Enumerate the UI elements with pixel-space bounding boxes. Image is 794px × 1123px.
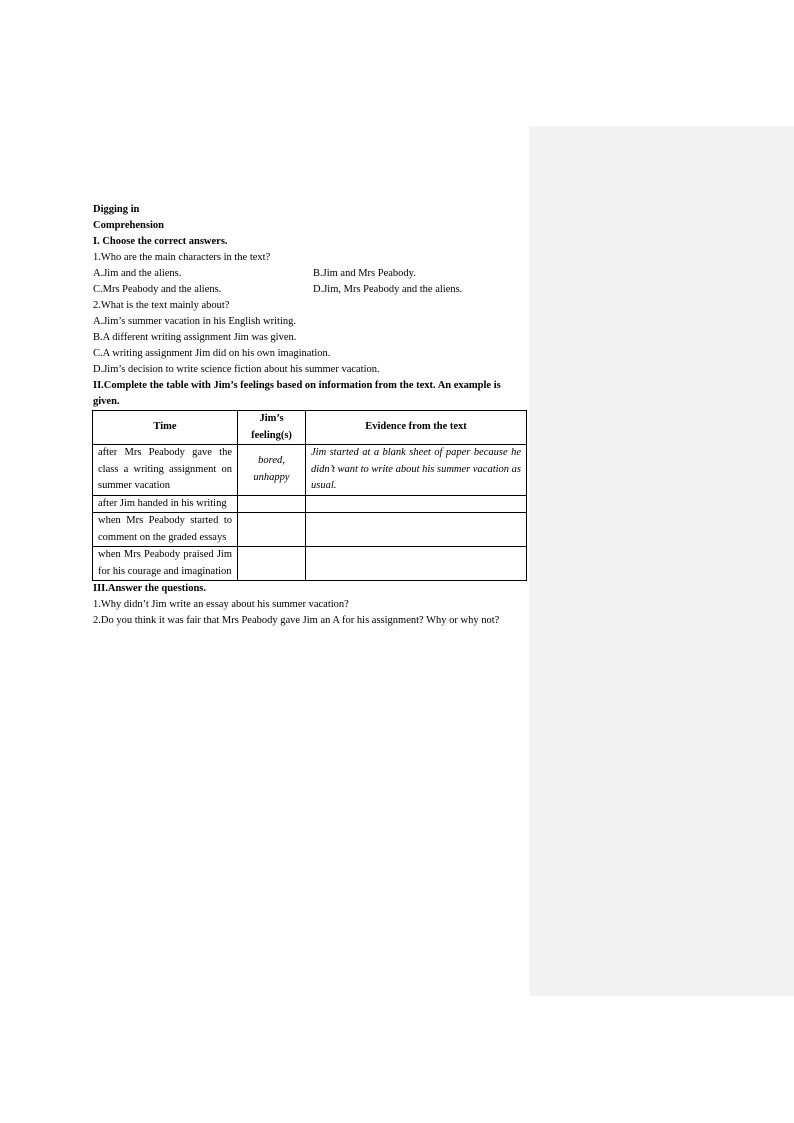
header-feelings: Jim’s feeling(s)	[238, 411, 306, 445]
q1-option-b: B.Jim and Mrs Peabody.	[313, 268, 416, 279]
table-row	[93, 513, 527, 547]
heading-digging-in: Digging in	[93, 204, 140, 215]
table-row	[93, 445, 527, 496]
section1-title: I. Choose the correct answers.	[93, 236, 228, 247]
q1-options-row2	[93, 282, 528, 298]
q1-option-c: C.Mrs Peabody and the aliens.	[93, 284, 222, 295]
q1-options-row1	[93, 266, 528, 282]
time-cell: when Mrs Peabody praised Jim for his courage and imagination	[93, 547, 238, 581]
section3-title: III.Answer the questions.	[93, 583, 206, 594]
q2-option-a: A.Jim’s summer vacation in his English writing.	[93, 316, 296, 327]
evidence-cell: Jim started at a blank sheet of paper because he didn’t want to write about his summer vacation as usual.	[306, 445, 527, 496]
table-row	[93, 547, 527, 581]
q2-question: 2.What is the text mainly about?	[93, 300, 230, 311]
header-evidence: Evidence from the text	[306, 411, 527, 445]
feeling-cell[interactable]	[238, 495, 306, 513]
section2-title: II.Complete the table with Jim’s feelings based on information from the text. An example is given.	[93, 380, 501, 407]
q1-question: 1.Who are the main characters in the text?	[93, 252, 271, 263]
time-cell: after Mrs Peabody gave the class a writing assignment on summer vacation	[93, 445, 238, 496]
table-header-row	[93, 411, 527, 445]
time-cell: after Jim handed in his writing	[93, 495, 238, 513]
feelings-table	[92, 410, 527, 581]
evidence-cell[interactable]	[306, 495, 527, 513]
q2-option-b: B.A different writing assignment Jim was given.	[93, 332, 297, 343]
evidence-cell[interactable]	[306, 513, 527, 547]
time-cell: when Mrs Peabody started to comment on the graded essays	[93, 513, 238, 547]
feeling-cell[interactable]	[238, 513, 306, 547]
heading-comprehension: Comprehension	[93, 220, 164, 231]
q2-option-c: C.A writing assignment Jim did on his own imagination.	[93, 348, 331, 359]
q1-option-d: D.Jim, Mrs Peabody and the aliens.	[313, 284, 463, 295]
feeling-cell[interactable]	[238, 547, 306, 581]
feeling-cell: bored, unhappy	[238, 445, 306, 496]
worksheet	[93, 202, 528, 629]
evidence-cell[interactable]	[306, 547, 527, 581]
s3-question-1: 1.Why didn’t Jim write an essay about his summer vacation?	[93, 599, 349, 610]
q1-option-a: A.Jim and the aliens.	[93, 268, 182, 279]
q2-option-d: D.Jim’s decision to write science fiction about his summer vacation.	[93, 364, 380, 375]
comment-pane	[529, 126, 794, 996]
header-time: Time	[93, 411, 238, 445]
s3-question-2: 2.Do you think it was fair that Mrs Peabody gave Jim an A for his assignment? Why or why not?	[93, 615, 500, 626]
table-row	[93, 495, 527, 513]
